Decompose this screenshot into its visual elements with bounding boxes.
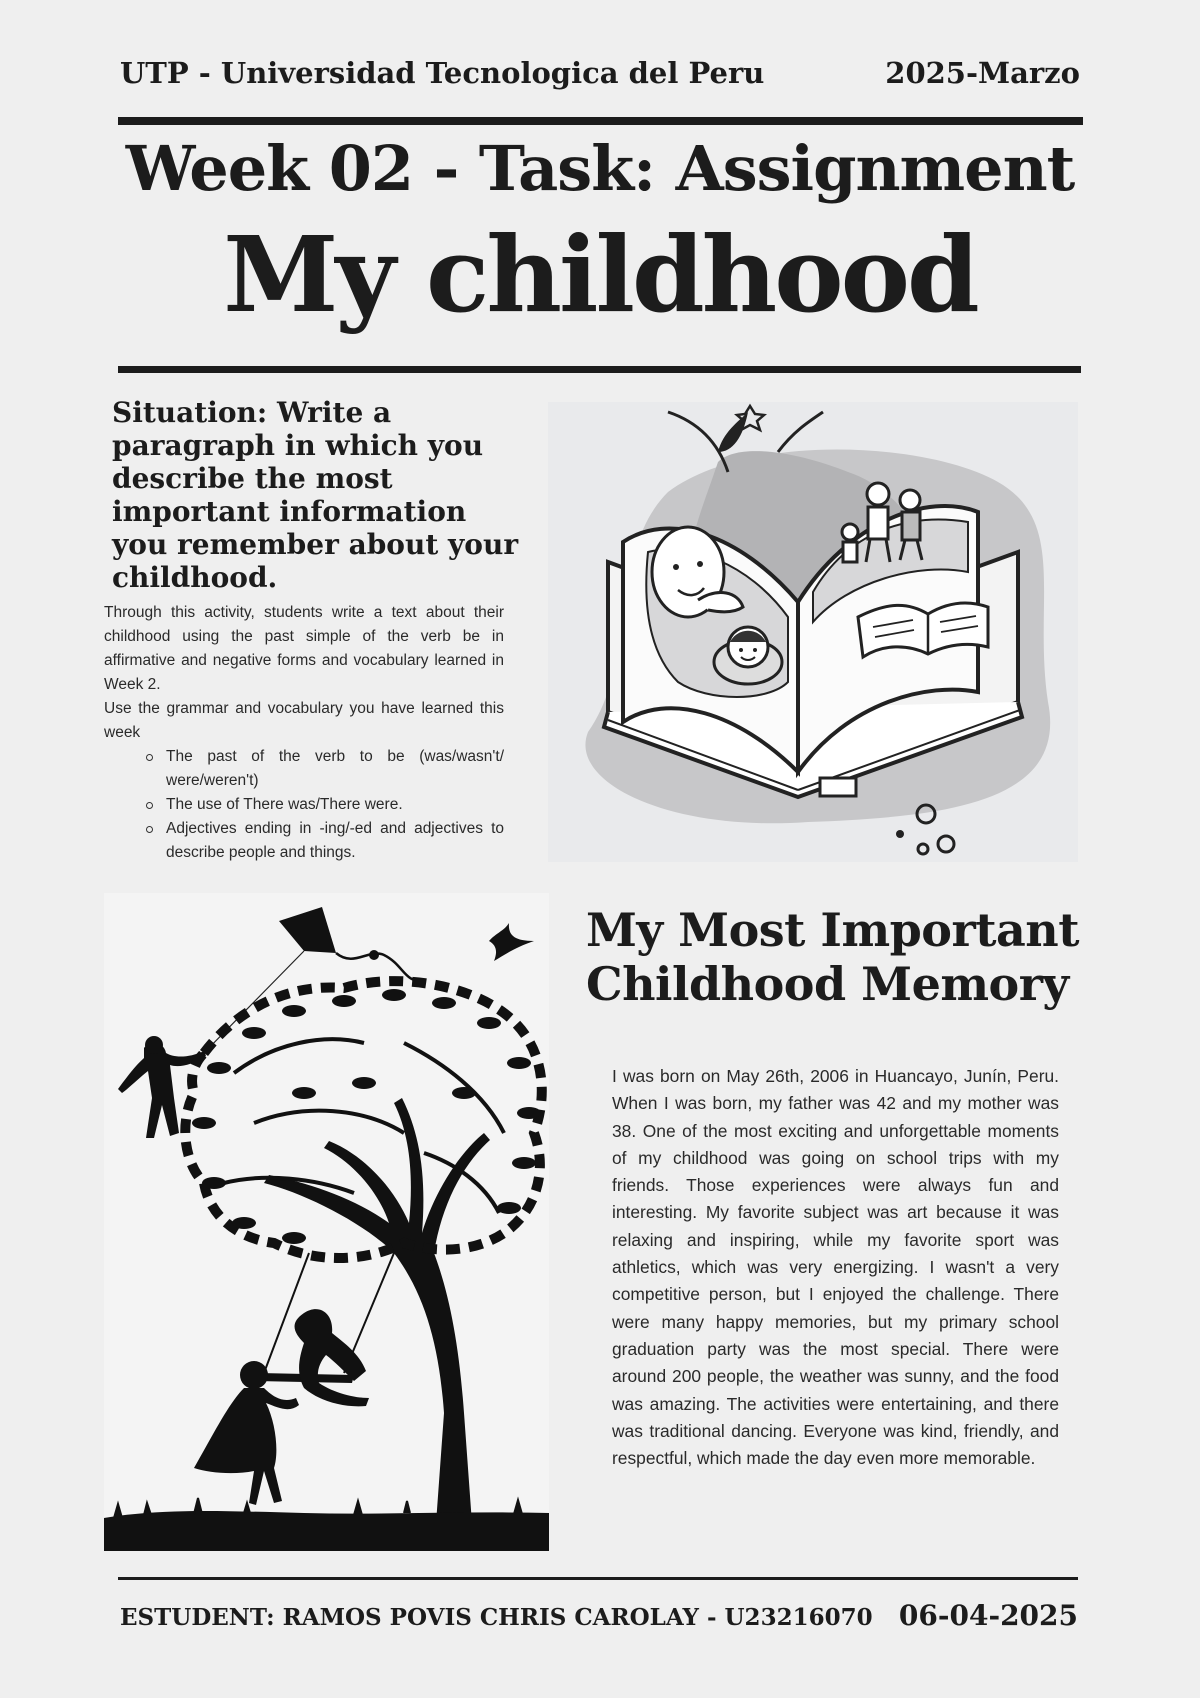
situation-heading: Situation: Write a paragraph in which you describe the most important information you remember about your childhood. (112, 396, 519, 594)
bird-icon (489, 923, 534, 961)
student-name: ESTUDENT: RAMOS POVIS CHRIS CAROLAY - U23216070 (120, 1604, 873, 1631)
instructions-paragraph: Through this activity, students write a text about their childhood using the past simple of the verb be in affirmative and negative forms and vocabulary learned in Week 2. (104, 604, 504, 693)
tree-swing-silhouette (104, 893, 549, 1551)
main-title: My childhood (223, 213, 977, 336)
list-item: The use of There was/There were. (166, 793, 504, 817)
page-footer (120, 1599, 1078, 1632)
instructions-block (104, 601, 504, 865)
footer-rule (118, 1577, 1078, 1580)
title-rule (118, 366, 1081, 373)
top-rule (118, 117, 1083, 125)
grammar-list (104, 745, 504, 865)
memory-title: My Most Important Childhood Memory (586, 903, 1079, 1011)
institution-name: UTP - Universidad Tecnologica del Peru (120, 56, 765, 90)
footer-date: 06-04-2025 (898, 1599, 1078, 1632)
open-book-illustration (548, 402, 1078, 862)
task-title: Week 02 - Task: Assignment (125, 132, 1075, 205)
list-item: Adjectives ending in -ing/-ed and adjectives to describe people and things. (166, 817, 504, 865)
header-date: 2025-Marzo (885, 56, 1080, 90)
instructions-paragraph-2: Use the grammar and vocabulary you have learned this week (104, 700, 504, 741)
page-header (120, 56, 1080, 96)
memory-body: I was born on May 26th, 2006 in Huancayo, Junín, Peru. When I was born, my father was 42 and my mother was 38. One of the most exciting and unforgettable moments of my childhood was going on school trips with my friends. Those experiences were always fun and interesting. My favorite subject was art because it was relaxing and inspiring, while my favorite sport was athletics, which was very energizing. I wasn't a very competitive person, but I enjoyed the challenge. There were many happy memories, but my primary school graduation party was the most special. There were around 200 people, the weather was sunny, and the food was amazing. The activities were entertaining, and there was traditional dancing. Everyone was kind, friendly, and respectful, which made the day even more memorable. (612, 1066, 1059, 1469)
list-item: The past of the verb to be (was/wasn't/ were/weren't) (166, 745, 504, 793)
